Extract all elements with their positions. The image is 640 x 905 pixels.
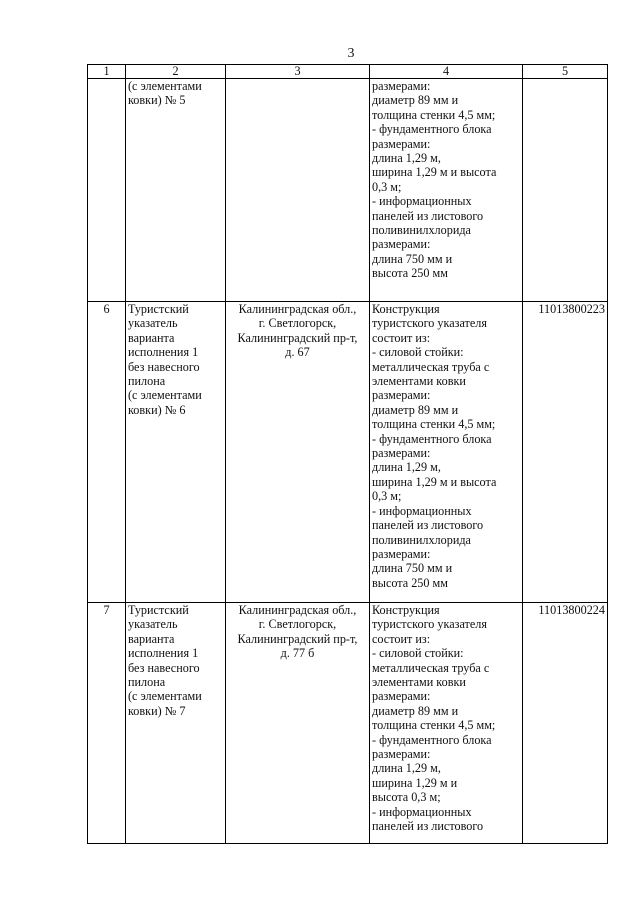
cell-line: - информационных bbox=[372, 804, 472, 819]
object-address bbox=[226, 79, 370, 302]
cell-line: панелей из листового bbox=[372, 518, 484, 533]
cell-line: размерами: bbox=[372, 237, 431, 252]
cell-line: поливинилхлорида bbox=[372, 532, 471, 547]
cell-line: д. 77 б bbox=[280, 646, 315, 661]
object-name bbox=[126, 302, 226, 603]
cell-line: ковки) № 6 bbox=[128, 402, 186, 417]
column-number-header: 4 bbox=[370, 65, 523, 79]
cell-line: исполнения 1 bbox=[128, 345, 199, 360]
column-number-header: 1 bbox=[88, 65, 126, 79]
cell-line: - фундаментного блока bbox=[372, 122, 492, 137]
cell-line: (с элементами bbox=[128, 388, 202, 403]
cell-line: Калининградская обл., bbox=[238, 603, 357, 617]
cell-line: ковки) № 7 bbox=[128, 703, 186, 718]
cell-line: состоит из: bbox=[372, 330, 431, 345]
cell-line: 0,3 м; bbox=[372, 179, 402, 194]
cell-line: Конструкция bbox=[372, 302, 440, 316]
cell-line: длина 750 мм и bbox=[372, 561, 453, 576]
cell-line: Калининградский пр-т, bbox=[237, 330, 358, 345]
cell-line: размерами: bbox=[372, 689, 431, 704]
cell-line: панелей из листового bbox=[372, 819, 484, 834]
table-row bbox=[88, 302, 608, 603]
cell-line: указатель bbox=[128, 316, 178, 331]
cell-line: длина 1,29 м, bbox=[372, 460, 441, 475]
column-number-header: 5 bbox=[523, 65, 608, 79]
cell-line: - фундаментного блока bbox=[372, 732, 492, 747]
page-number: 3 bbox=[347, 46, 355, 61]
cell-line: ширина 1,29 м и высота bbox=[372, 474, 497, 489]
column-number-header: 3 bbox=[226, 65, 370, 79]
cell-line: панелей из листового bbox=[372, 208, 484, 223]
cell-line: состоит из: bbox=[372, 631, 431, 646]
cell-line: Туристский bbox=[128, 603, 189, 617]
cell-line: длина 1,29 м, bbox=[372, 151, 441, 166]
object-description bbox=[370, 603, 523, 844]
cell-line: металлическая труба с bbox=[372, 359, 490, 374]
cell-line: - силовой стойки: bbox=[372, 345, 464, 360]
cell-line: высота 250 мм bbox=[372, 266, 448, 281]
cell-line: длина 750 мм и bbox=[372, 251, 453, 266]
cell-line: варианта bbox=[128, 330, 175, 345]
registry-table bbox=[87, 64, 608, 844]
row-number: 6 bbox=[88, 302, 126, 603]
cell-line: (с элементами bbox=[128, 79, 202, 93]
cell-line: г. Светлогорск, bbox=[258, 316, 337, 331]
cell-line: толщина стенки 4,5 мм; bbox=[372, 417, 496, 432]
cell-line: размерами: bbox=[372, 446, 431, 461]
table-row bbox=[88, 603, 608, 844]
cell-line: размерами: bbox=[372, 136, 431, 151]
cell-line: д. 67 bbox=[285, 345, 310, 360]
cell-line: диаметр 89 мм и bbox=[372, 402, 459, 417]
cell-line: пилона bbox=[128, 675, 166, 690]
cell-line: диаметр 89 мм и bbox=[372, 703, 459, 718]
object-address bbox=[226, 302, 370, 603]
cell-line: элементами ковки bbox=[372, 374, 466, 389]
cell-line: Калининградский пр-т, bbox=[237, 631, 358, 646]
cell-line: элементами ковки bbox=[372, 675, 466, 690]
object-description bbox=[370, 302, 523, 603]
table-row bbox=[88, 79, 608, 302]
cell-line: - силовой стойки: bbox=[372, 646, 464, 661]
cell-line: (с элементами bbox=[128, 689, 202, 704]
cell-line: поливинилхлорида bbox=[372, 223, 471, 238]
cell-line: Конструкция bbox=[372, 603, 440, 617]
cell-line: 0,3 м; bbox=[372, 489, 402, 504]
cell-line: исполнения 1 bbox=[128, 646, 199, 661]
inventory-code: 11013800224 bbox=[523, 603, 608, 844]
cell-line: размерами: bbox=[372, 79, 431, 93]
object-address bbox=[226, 603, 370, 844]
cell-line: варианта bbox=[128, 631, 175, 646]
cell-line: диаметр 89 мм и bbox=[372, 93, 459, 108]
cell-line: без навесного bbox=[128, 660, 200, 675]
cell-line: ширина 1,29 м и bbox=[372, 775, 458, 790]
cell-line: г. Светлогорск, bbox=[258, 617, 337, 632]
cell-line: толщина стенки 4,5 мм; bbox=[372, 718, 496, 733]
cell-line: туристского указателя bbox=[372, 316, 487, 331]
cell-line: - информационных bbox=[372, 503, 472, 518]
cell-line: ширина 1,29 м и высота bbox=[372, 165, 497, 180]
cell-line: - информационных bbox=[372, 194, 472, 209]
cell-line: - фундаментного блока bbox=[372, 431, 492, 446]
cell-line: длина 1,29 м, bbox=[372, 761, 441, 776]
cell-line: толщина стенки 4,5 мм; bbox=[372, 107, 496, 122]
cell-line: указатель bbox=[128, 617, 178, 632]
object-name bbox=[126, 79, 226, 302]
object-description bbox=[370, 79, 523, 302]
cell-line: Туристский bbox=[128, 302, 189, 316]
cell-line: размерами: bbox=[372, 388, 431, 403]
object-name bbox=[126, 603, 226, 844]
cell-line: металлическая труба с bbox=[372, 660, 490, 675]
cell-line: высота 0,3 м; bbox=[372, 790, 441, 805]
cell-line: Калининградская обл., bbox=[238, 302, 357, 316]
cell-line: пилона bbox=[128, 374, 166, 389]
cell-line: размерами: bbox=[372, 546, 431, 561]
table-header-row bbox=[88, 65, 608, 79]
cell-line: высота 250 мм bbox=[372, 575, 448, 590]
cell-line: размерами: bbox=[372, 747, 431, 762]
row-number: 7 bbox=[88, 603, 126, 844]
cell-line: без навесного bbox=[128, 359, 200, 374]
column-number-header: 2 bbox=[126, 65, 226, 79]
cell-line: туристского указателя bbox=[372, 617, 487, 632]
row-number bbox=[88, 79, 126, 302]
inventory-code bbox=[523, 79, 608, 302]
cell-line: ковки) № 5 bbox=[128, 93, 186, 108]
inventory-code: 11013800223 bbox=[523, 302, 608, 603]
